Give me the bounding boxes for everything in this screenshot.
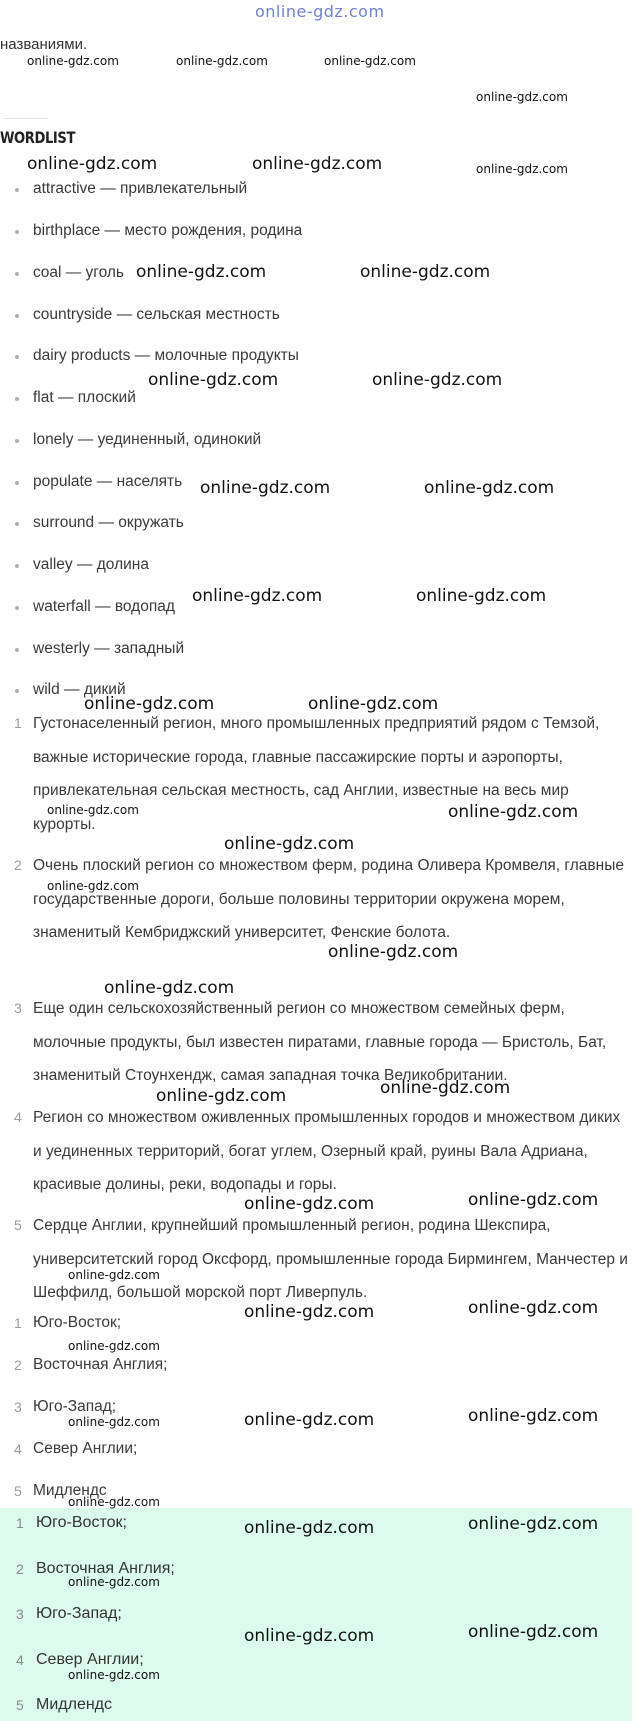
bullet-icon (15, 314, 19, 318)
watermark: online-gdz.com (244, 1194, 375, 1214)
watermark: online-gdz.com (244, 1626, 375, 1646)
watermark: online-gdz.com (176, 54, 268, 68)
watermark: online-gdz.com (104, 978, 235, 998)
watermark: online-gdz.com (468, 1298, 599, 1318)
bullet-icon (15, 188, 19, 192)
watermark: online-gdz.com (448, 802, 579, 822)
previous-text-tail: названиями. (0, 36, 88, 53)
watermark: online-gdz.com (200, 478, 331, 498)
watermark: online-gdz.com (380, 1078, 511, 1098)
bullet-icon (15, 230, 19, 234)
watermark: online-gdz.com (27, 54, 119, 68)
watermark: online-gdz.com (84, 694, 215, 714)
watermark: online-gdz.com (308, 694, 439, 714)
watermark: online-gdz.com (476, 90, 568, 104)
bullet-icon (15, 481, 19, 485)
divider (4, 118, 48, 119)
watermark: online-gdz.com (372, 370, 503, 390)
watermark: online-gdz.com (476, 162, 568, 176)
wordlist-title: WORDLIST (0, 128, 75, 147)
watermark: online-gdz.com (68, 1495, 160, 1509)
bullet-icon (15, 522, 19, 526)
watermark: online-gdz.com (468, 1514, 599, 1534)
watermark: online-gdz.com (192, 586, 323, 606)
watermark: online-gdz.com (424, 478, 555, 498)
watermark-logo: online-gdz.com (255, 2, 385, 21)
watermark: online-gdz.com (468, 1190, 599, 1210)
watermark: online-gdz.com (244, 1518, 375, 1538)
watermark: online-gdz.com (148, 370, 279, 390)
watermark: online-gdz.com (156, 1086, 287, 1106)
watermark: online-gdz.com (68, 1268, 160, 1282)
watermark: online-gdz.com (68, 1668, 160, 1682)
watermark: online-gdz.com (136, 262, 267, 282)
bullet-icon (15, 397, 19, 401)
watermark: online-gdz.com (468, 1406, 599, 1426)
bullet-icon (15, 564, 19, 568)
watermark: online-gdz.com (244, 1410, 375, 1430)
bullet-icon (15, 689, 19, 693)
watermark: online-gdz.com (416, 586, 547, 606)
watermark: online-gdz.com (468, 1622, 599, 1642)
watermark: online-gdz.com (244, 1302, 375, 1322)
bullet-icon (15, 272, 19, 276)
watermark: online-gdz.com (328, 942, 459, 962)
watermark: online-gdz.com (68, 1415, 160, 1429)
bullet-icon (15, 648, 19, 652)
bullet-icon (15, 606, 19, 610)
watermark: online-gdz.com (68, 1575, 160, 1589)
watermark: online-gdz.com (47, 879, 139, 893)
watermark: online-gdz.com (360, 262, 491, 282)
bullet-icon (15, 439, 19, 443)
watermark: online-gdz.com (252, 154, 383, 174)
watermark: online-gdz.com (224, 834, 355, 854)
watermark: online-gdz.com (47, 803, 139, 817)
watermark: online-gdz.com (324, 54, 416, 68)
watermark: online-gdz.com (27, 154, 158, 174)
bullet-icon (15, 355, 19, 359)
watermark: online-gdz.com (68, 1339, 160, 1353)
